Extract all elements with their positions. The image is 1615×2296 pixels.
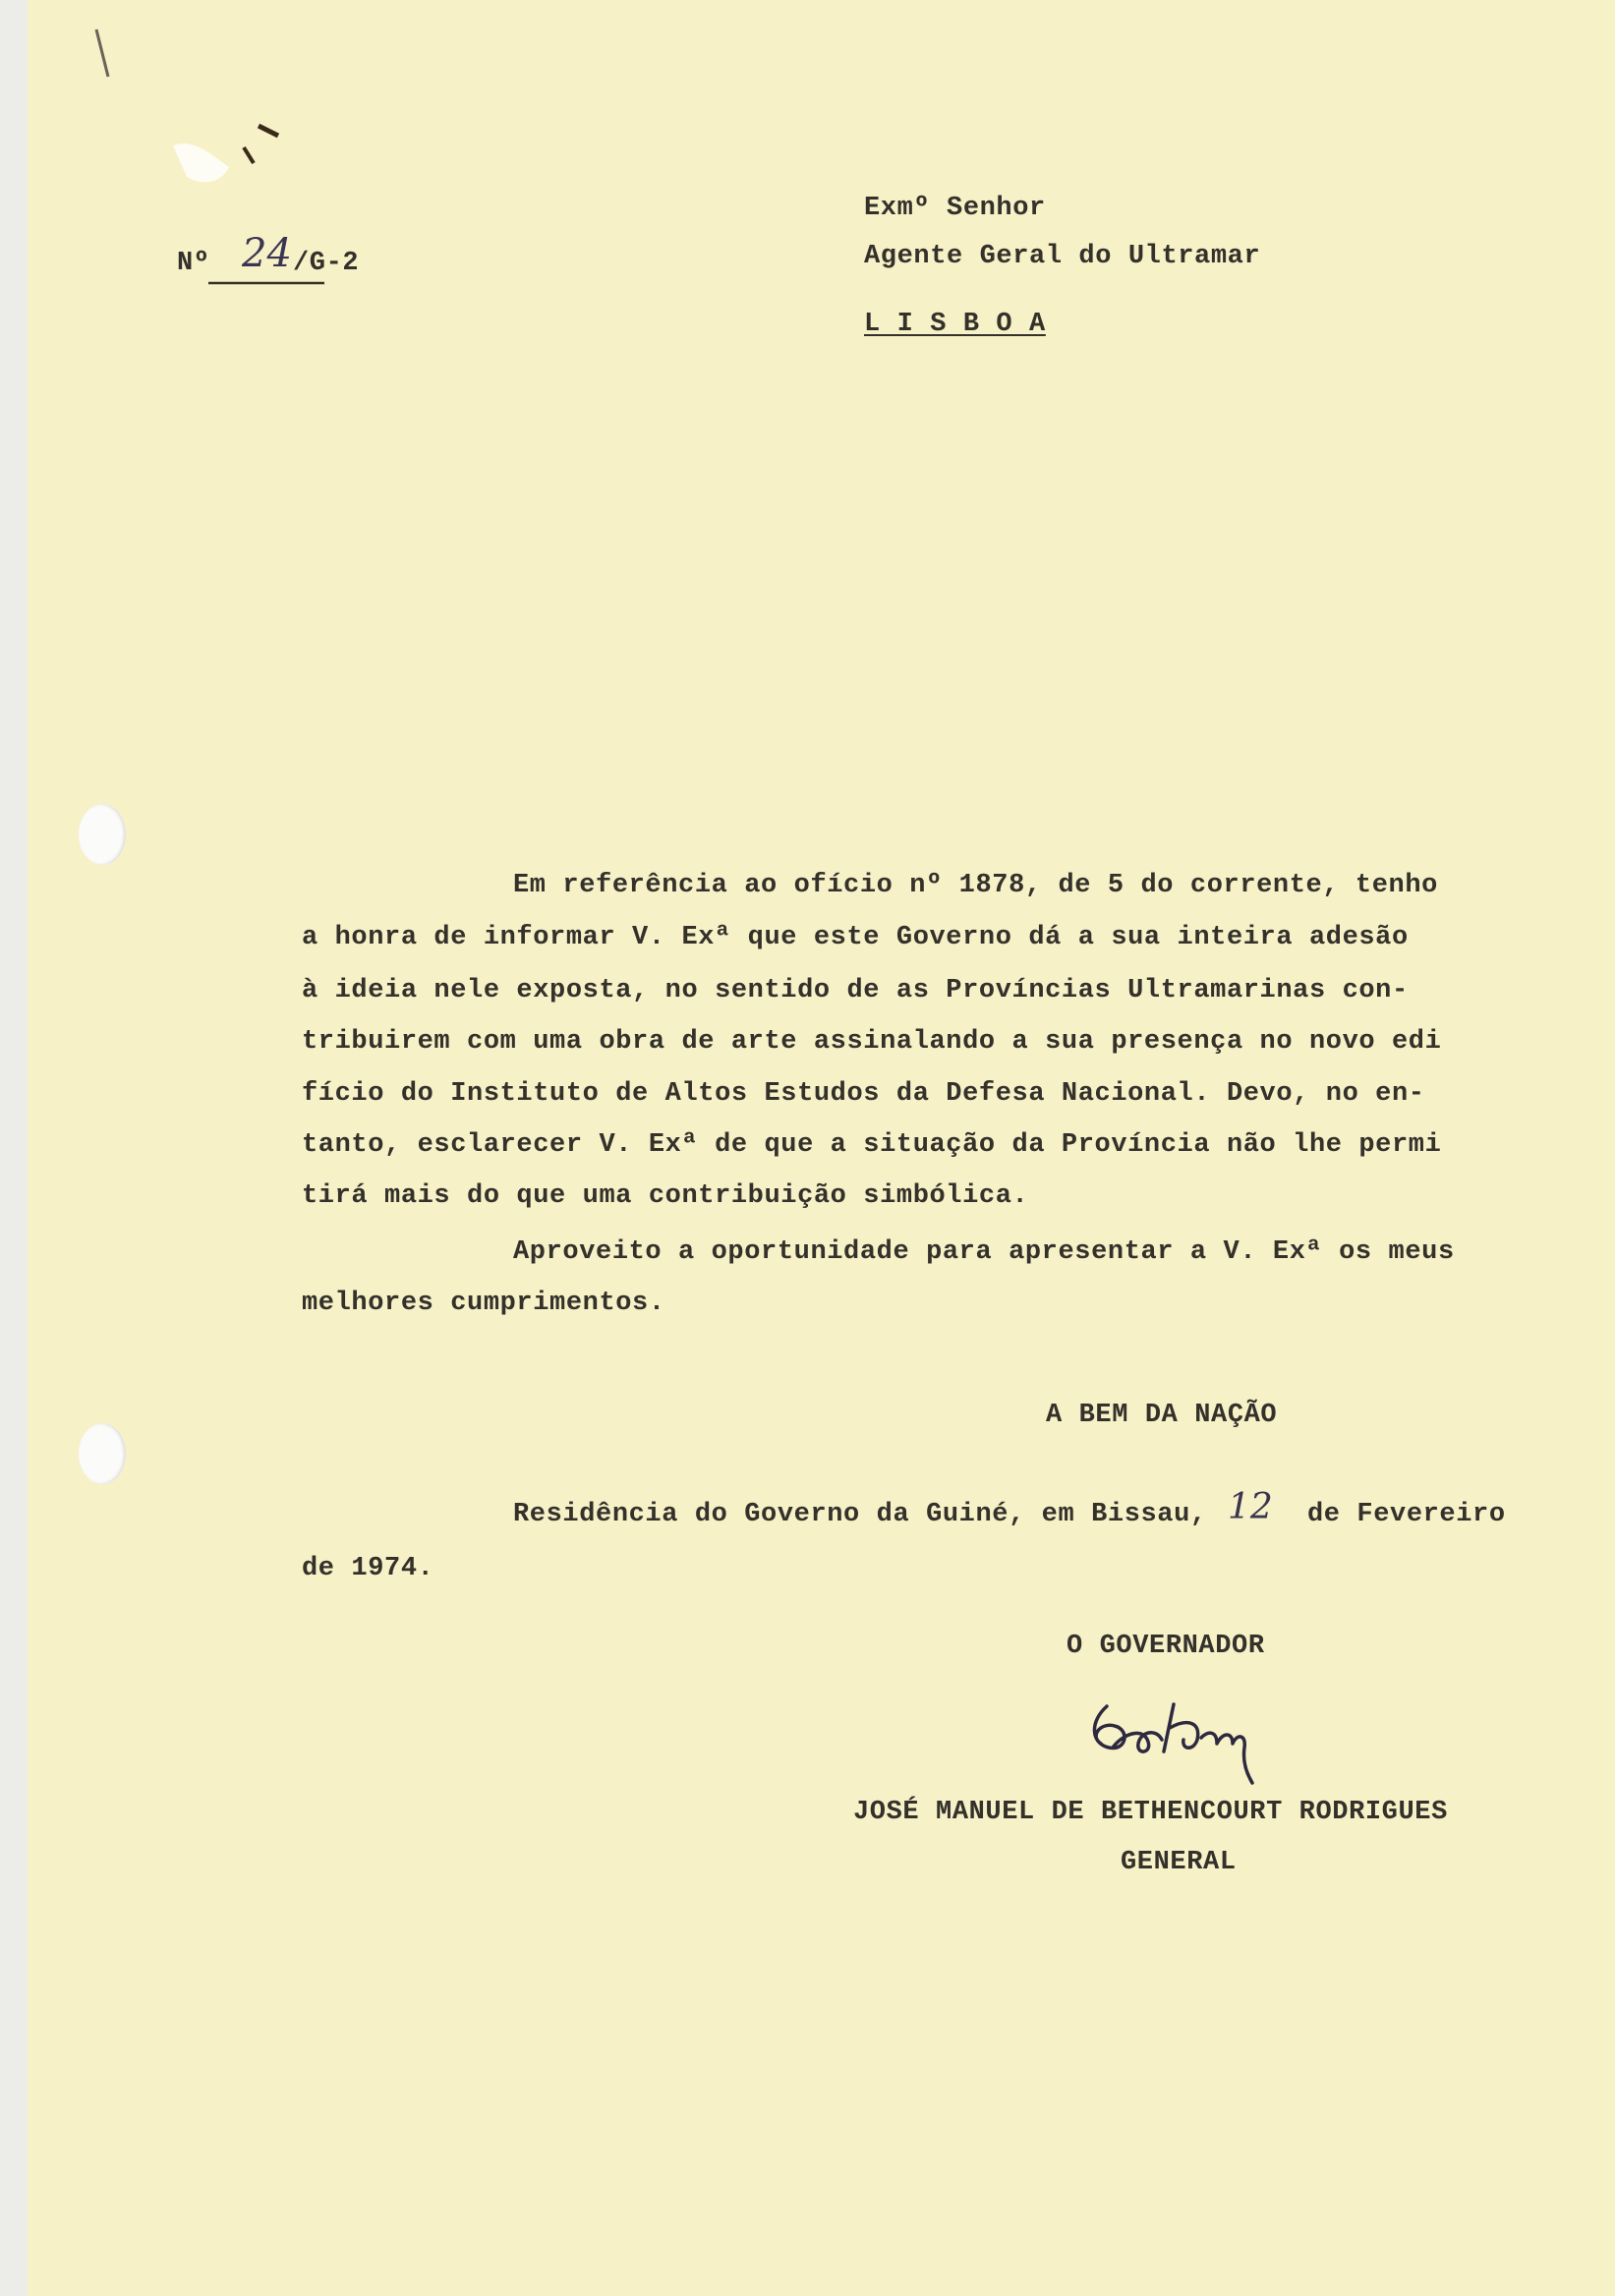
body-line: Em referência ao ofício nº 1878, de 5 do corrente, tenho	[513, 871, 1438, 900]
reference-suffix: /G-2	[293, 249, 360, 278]
place-date-line-1-end: de Fevereiro	[1307, 1500, 1506, 1529]
staple-mark	[57, 20, 283, 197]
signatory-name: JOSÉ MANUEL DE BETHENCOURT RODRIGUES	[853, 1798, 1448, 1827]
body-line: Aproveito a oportunidade para apresentar a V. Exª os meus	[513, 1237, 1455, 1267]
body-line: melhores cumprimentos.	[302, 1289, 665, 1318]
punch-hole-top	[79, 804, 126, 865]
punch-hole-bottom	[79, 1423, 126, 1484]
body-line: tribuirem com uma obra de arte assinalando a sua presença no novo edi	[302, 1027, 1442, 1057]
reference-handwritten-number: 24	[242, 231, 292, 276]
body-line: à ideia nele exposta, no sentido de as Províncias Ultramarinas con-	[302, 976, 1409, 1005]
address-title: Agente Geral do Ultramar	[864, 242, 1261, 271]
handwritten-signature	[1079, 1693, 1305, 1791]
reference-prefix: Nº	[177, 249, 210, 278]
place-date-line-2: de 1974.	[302, 1554, 434, 1583]
body-line: tirá mais do que uma contribuição simbólica.	[302, 1181, 1029, 1211]
signatory-rank: GENERAL	[1121, 1848, 1237, 1877]
closing-motto: A BEM DA NAÇÃO	[1046, 1401, 1278, 1430]
body-line: tanto, esclarecer V. Exª de que a situação da Província não lhe permi	[302, 1130, 1442, 1160]
reference-underline	[208, 281, 326, 287]
address-city: L I S B O A	[864, 310, 1046, 339]
body-line: a honra de informar V. Exª que este Governo dá a sua inteira adesão	[302, 923, 1409, 952]
signatory-role: O GOVERNADOR	[1067, 1632, 1265, 1661]
body-line: fício do Instituto de Altos Estudos da Defesa Nacional. Devo, no en-	[302, 1079, 1425, 1109]
place-date-line-1-start: Residência do Governo da Guiné, em Bissau,	[513, 1500, 1207, 1529]
letter-page	[28, 0, 1615, 2296]
place-date-handwritten-day: 12	[1228, 1487, 1273, 1527]
address-salutation: Exmº Senhor	[864, 194, 1046, 223]
